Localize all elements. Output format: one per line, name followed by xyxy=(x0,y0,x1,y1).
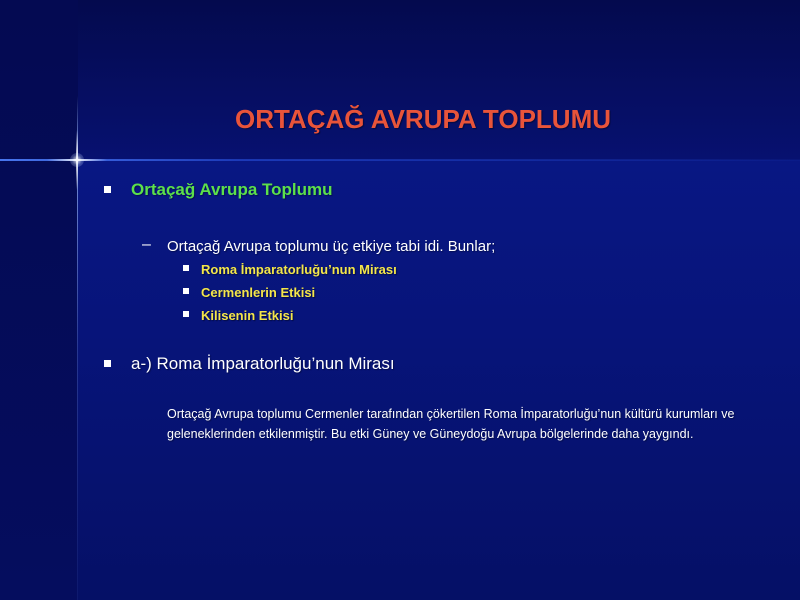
horizontal-divider xyxy=(0,159,800,161)
square-bullet-icon xyxy=(104,186,111,193)
left-column-decoration xyxy=(0,0,78,600)
dash-icon: – xyxy=(142,236,151,253)
sub-bullet-text: Ortaçağ Avrupa toplumu üç etkiye tabi idi. Bunlar; xyxy=(167,238,496,255)
square-bullet-icon xyxy=(183,265,189,271)
square-bullet-icon xyxy=(183,311,189,317)
bullet-text: a-) Roma İmparatorluğu’nun Mirası xyxy=(131,354,395,373)
slide-title: ORTAÇAĞ AVRUPA TOPLUMU xyxy=(234,104,612,134)
body-paragraph: Ortaçağ Avrupa toplumu Cermenler tarafından çökertilen Roma İmparatorluğu’nun kültürü kurumları ve geleneklerinden etkilenmiştir. Bu etki Güney ve Güneydoğu Avrupa bölgelerinde daha yaygındı. xyxy=(167,407,735,441)
list-item: Roma İmparatorluğu’nun Mirası xyxy=(201,262,397,277)
list-item: Cermenlerin Etkisi xyxy=(201,285,316,300)
square-bullet-icon xyxy=(104,360,111,367)
square-bullet-icon xyxy=(183,288,189,294)
bullet-heading: Ortaçağ Avrupa Toplumu xyxy=(131,180,333,199)
title-band xyxy=(0,0,800,160)
list-item: Kilisenin Etkisi xyxy=(201,308,294,323)
